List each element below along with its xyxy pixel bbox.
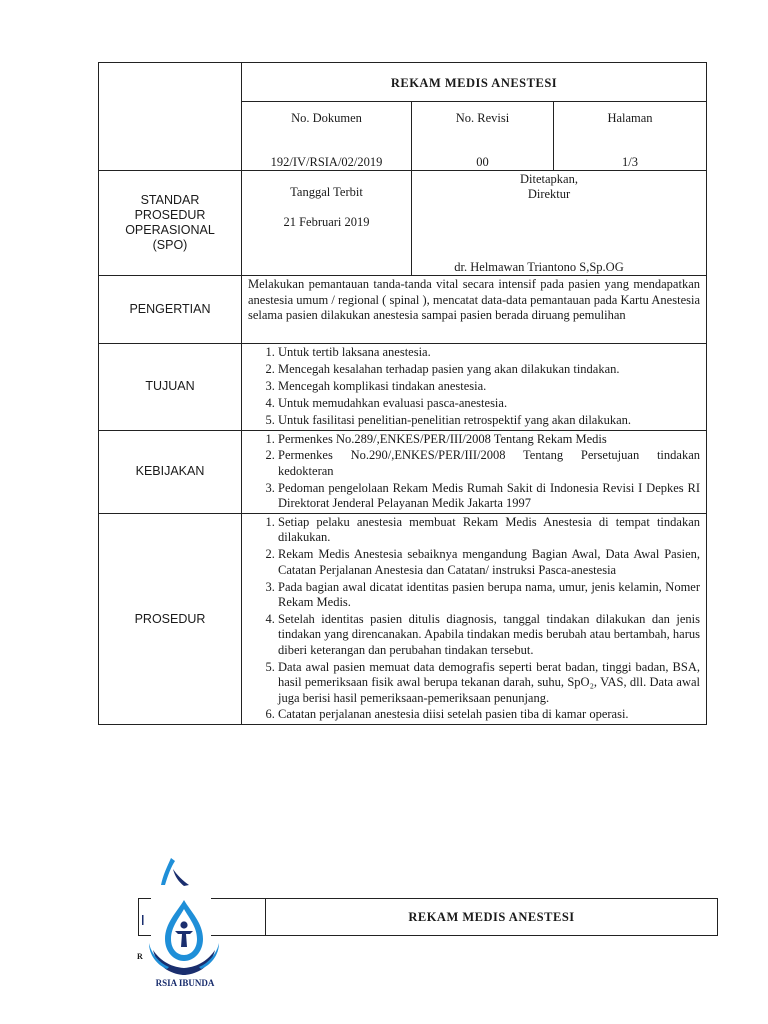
- pengertian-text: Melakukan pemantauan tanda-tanda vital secara intensif pada pasien yang mendapatkan anestesia umum / regional ( spinal ), mencatat data-data pemantauan pada Kartu Anestesia selama pasien dilakukan anestesia sampai pasien berada diruang pemulihan: [242, 276, 707, 344]
- list-item: 3. Pedoman pengelolaan Rekam Medis Rumah Sakit di Indonesia Revisi I Depkes RI Direktorat Jenderal Pelayanan Medik Jakarta 1997: [278, 481, 700, 512]
- list-item: 1. Setiap pelaku anestesia membuat Rekam Medis Anestesia di tempat tindakan dilakukan.: [278, 515, 700, 546]
- issue-date-cell: [242, 171, 412, 276]
- revision-label: No. Revisi: [455, 111, 510, 125]
- kebijakan-label: KEBIJAKAN: [99, 430, 242, 514]
- list-item: 2. Permenkes No.290/,ENKES/PER/III/2008 Tentang Persetujuan tindakan kedokteran: [278, 448, 700, 479]
- prosedur-list: [248, 515, 700, 723]
- rsia-ibunda-logo-icon: [137, 855, 232, 990]
- list-item: 1. Permenkes No.289/,ENKES/PER/III/2008 Tentang Rekam Medis: [278, 432, 700, 447]
- spo-label-text: STANDAR PROSEDUR OPERASIONAL (SPO): [125, 193, 215, 252]
- list-item: 2. Mencegah kesalahan terhadap pasien yang akan dilakukan tindakan.: [278, 362, 700, 377]
- tujuan-label: TUJUAN: [99, 344, 242, 431]
- issue-date-value: 21 Februari 2019: [283, 215, 370, 229]
- kebijakan-content: [242, 430, 707, 514]
- list-item: 5. Data awal pasien memuat data demografis seperti berat badan, tinggi badan, BSA, hasil pemeriksaan fisik awal berupa tekanan darah, suhu, SpO₂, VAS, dll. Data awal juga berisi hasil pemeriksaan-pemeriksaan penunjang.: [278, 660, 700, 706]
- list-item: 1. Untuk tertib laksana anestesia.: [278, 345, 700, 360]
- tujuan-list: [248, 345, 700, 428]
- page-label: Halaman: [607, 111, 653, 125]
- list-item: 3. Pada bagian awal dicatat identitas pasien berupa nama, umur, jenis kelamin, Nomer Rekam Medis.: [278, 580, 700, 611]
- approval-role: Direktur: [527, 187, 571, 201]
- pengertian-label: PENGERTIAN: [99, 276, 242, 344]
- logo-text: RSIA IBUNDA: [155, 978, 215, 988]
- spo-label: [99, 171, 242, 276]
- list-item: 4. Untuk memudahkan evaluasi pasca-anestesia.: [278, 396, 700, 411]
- approval-label: Ditetapkan,: [520, 172, 578, 186]
- list-item: 5. Untuk fasilitasi penelitian-penelitian retrospektif yang akan dilakukan.: [278, 413, 700, 428]
- doc-number-value: 192/IV/RSIA/02/2019: [270, 155, 383, 169]
- kebijakan-list: [248, 432, 700, 512]
- doc-number-cell: [242, 102, 412, 171]
- revision-value: 00: [476, 155, 489, 169]
- list-item: 3. Mencegah komplikasi tindakan anestesia.: [278, 379, 700, 394]
- list-item: 2. Rekam Medis Anestesia sebaiknya mengandung Bagian Awal, Data Awal Pasien, Catatan Perjalanan Anestesia dan Catatan/ instruksi Pasca-anestesia: [278, 547, 700, 578]
- tujuan-content: [242, 344, 707, 431]
- prosedur-label: PROSEDUR: [99, 514, 242, 725]
- approval-cell: [412, 171, 707, 276]
- director-name: dr. Helmawan Triantono S,Sp.OG: [454, 260, 624, 274]
- issue-date-label: Tanggal Terbit: [290, 185, 363, 199]
- next-page-title: REKAM MEDIS ANESTESI: [266, 899, 718, 936]
- logo-cell: [99, 63, 242, 171]
- page-value: 1/3: [622, 155, 638, 169]
- doc-number-label: No. Dokumen: [291, 111, 362, 125]
- list-item: 6. Catatan perjalanan anestesia diisi setelah pasien tiba di kamar operasi.: [278, 707, 700, 722]
- list-item: 4. Setelah identitas pasien ditulis diagnosis, tanggal tindakan dilakukan dan jenis tindakan yang direncanakan. Apabila tindakan medis berubah atau bertambah, harus diberi keterangan dan perubahan tindakan tersebut.: [278, 612, 700, 658]
- document-title: REKAM MEDIS ANESTESI: [242, 63, 707, 102]
- revision-cell: [412, 102, 554, 171]
- prosedur-content: [242, 514, 707, 725]
- spo-table: [98, 62, 707, 725]
- svg-text:R: R: [137, 952, 143, 961]
- page-cell: [554, 102, 707, 171]
